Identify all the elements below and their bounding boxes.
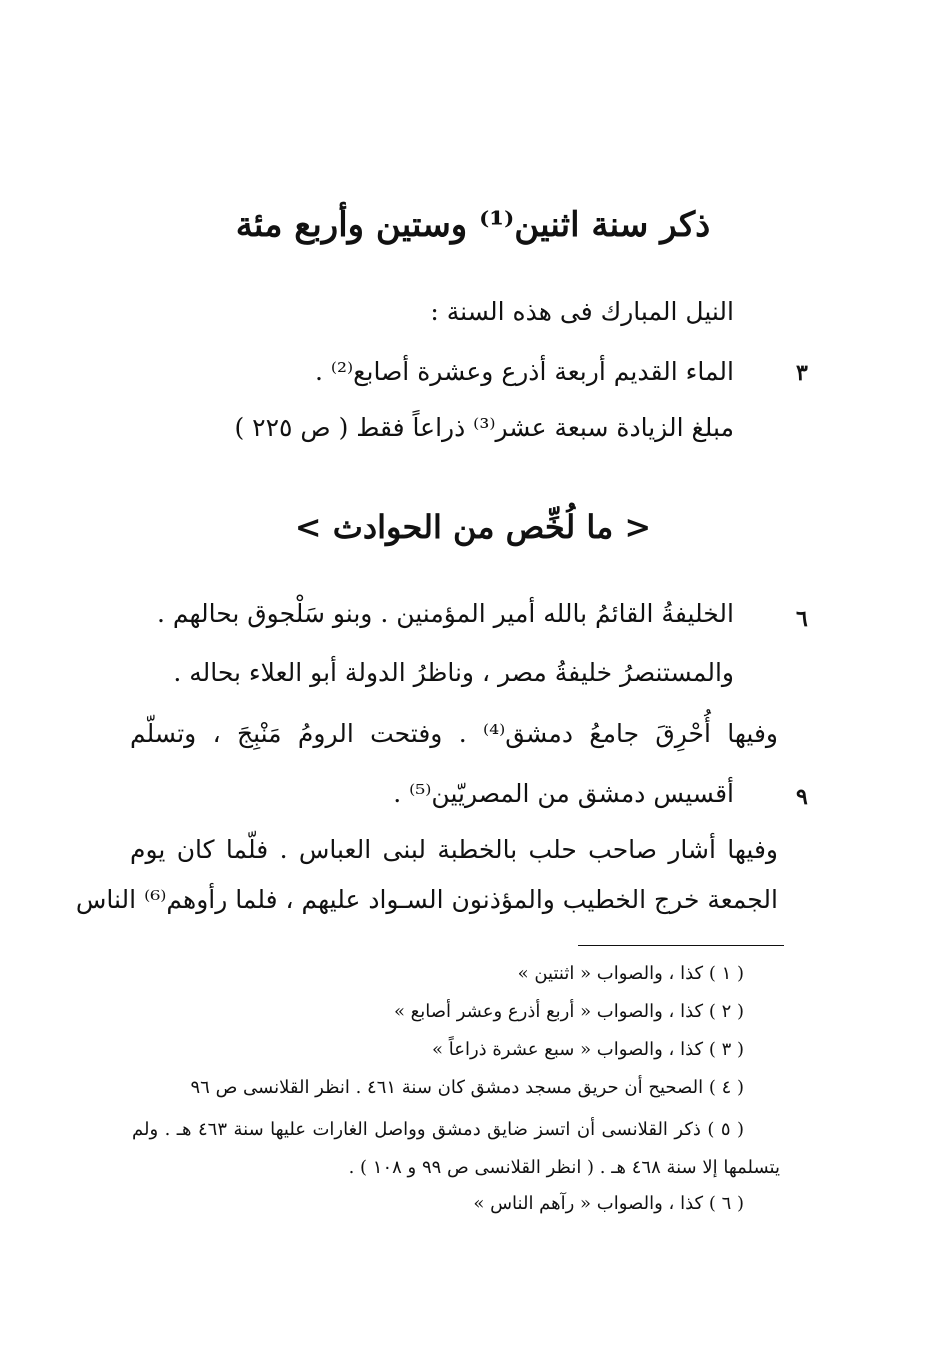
nile-increase-line: مبلغ الزيادة سبعة عشر⁽³⁾ ذراعاً فقط ( ص ٢٢٥ ) [234, 413, 734, 442]
events-heading: < ما لُخِّص من الحوادث > [294, 508, 652, 546]
year-heading: ذكر سنة اثنين⁽¹⁾ وستين وأربع مئة [235, 205, 711, 245]
event-line-mustansir: والمستنصرُ خليفةُ مصر ، وناظرُ الدولة أبو العلاء بحاله . [173, 658, 734, 687]
footnote-4: ( ٤ ) الصحيح أن حريق مسجد دمشق كان سنة ٤٦١ . انظر القلانسى ص ٩٦ [190, 1077, 744, 1098]
event-line-friday: الجمعة خرج الخطيب والمؤذنون السـواد عليهم ، فلما رأوهم⁽⁶⁾ الناس [75, 885, 778, 914]
footnote-3: ( ٣ ) كذا ، والصواب « سبع عشرة ذراعاً » [431, 1039, 744, 1060]
footnote-6: ( ٦ ) كذا ، والصواب « رآهم الناس » [473, 1193, 744, 1214]
footnote-5: ( ٥ ) ذكر القلانسى أن اتسز ضايق دمشق وواصل الغارات عليها سنة ٤٦٣ هـ . ولم [132, 1119, 744, 1140]
event-line-caliph: الخليفةُ القائمُ بالله أمير المؤمنين . وبنو سَلْجوق بحالهم . [156, 599, 734, 628]
event-line-atsiz: أقسيس دمشق من المصريّين⁽⁵⁾ . [393, 779, 734, 808]
margin-line-number: ٩ [796, 784, 808, 810]
margin-line-number: ٦ [796, 606, 808, 632]
nile-intro-line: النيل المبارك فى هذه السنة : [430, 297, 734, 326]
margin-line-number: ٣ [796, 360, 808, 386]
footnote-2: ( ٢ ) كذا ، والصواب « أربع أذرع وعشر أصابع » [393, 1001, 744, 1022]
event-line-fire: وفيها أُحْرِقَ جامعُ دمشق⁽⁴⁾ . وفتحت الرومُ مَنْبِجَ ، وتسلّم [130, 719, 778, 748]
nile-old-water-line: الماء القديم أربعة أذرع وعشرة أصابع⁽²⁾ . [314, 357, 734, 386]
footnote-5-continued: يتسلمها إلا سنة ٤٦٨ هـ . ( انظر القلانسى ص ٩٩ و ١٠٨ ) . [348, 1157, 780, 1178]
footnote-1: ( ١ ) كذا ، والصواب « اثنتين » [517, 963, 744, 984]
footnote-separator [578, 945, 784, 946]
event-line-aleppo: وفيها أشار صاحب حلب بالخطبة لبنى العباس . فلّما كان يوم [130, 835, 778, 864]
